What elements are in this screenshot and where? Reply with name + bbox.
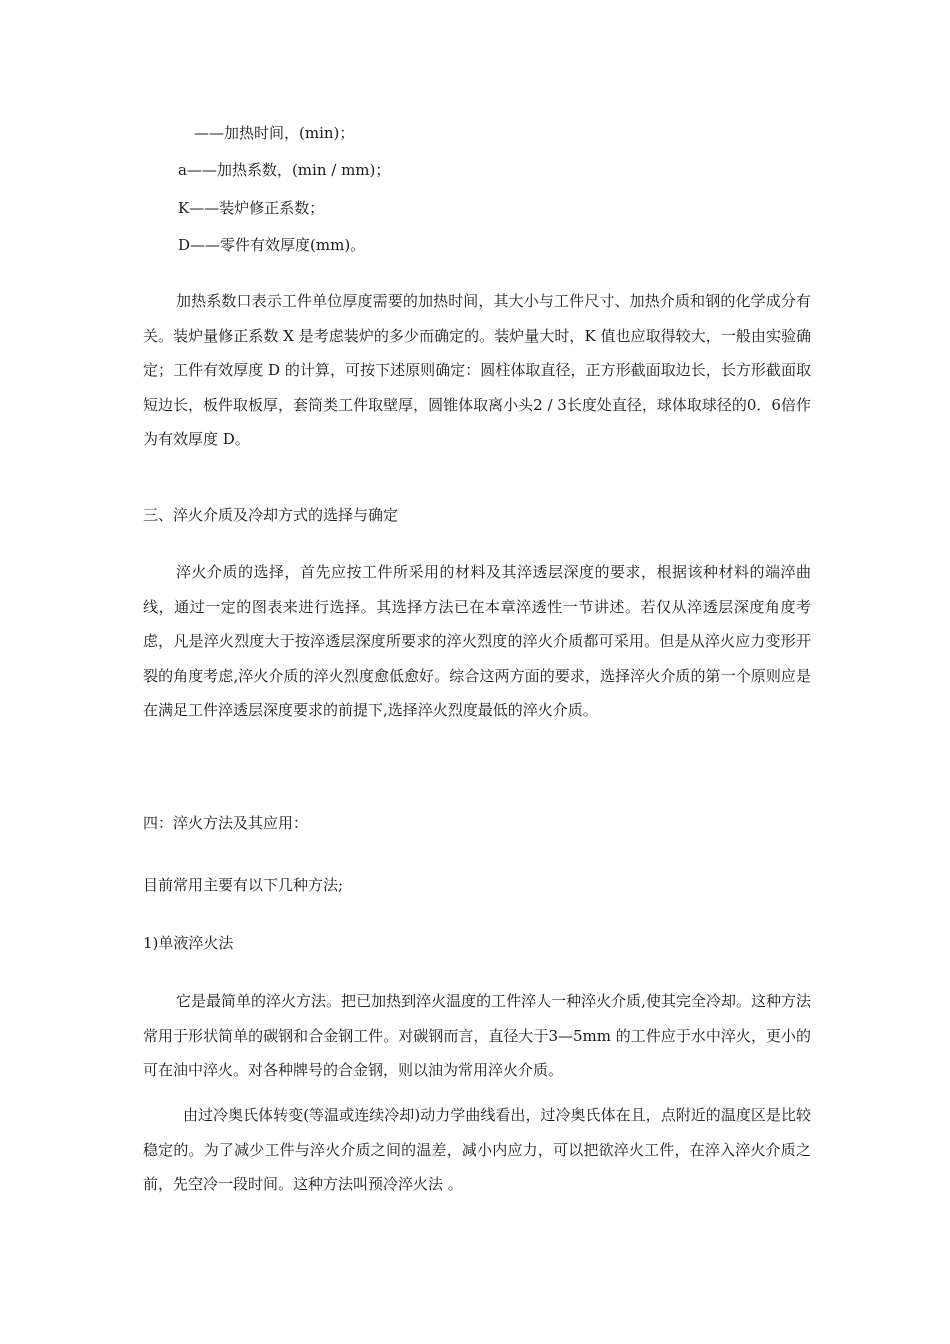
section-four-heading: 四：淬火方法及其应用： <box>143 814 309 832</box>
paragraph-heating-coefficient: 加热系数口表示工件单位厚度需要的加热时间，其大小与工件尺寸、加热介质和钢的化学成分有关。装炉量修正系数 X 是考虑装炉的多少而确定的。装炉量大时，K 值也应取得较大，一般由实验确定；工件有效厚度 D 的计算，可按下述原则确定：圆柱体取直径，正方形截面取边长，长方形截面取短边长，板件取板厚，套筒类工件取壁厚，圆锥体取离小头2 / 3长度处直径，球体取球径的0．6倍作为有效厚度 D。 <box>143 292 811 448</box>
paragraph-single-liquid: 它是最简单的淬火方法。把已加热到淬火温度的工件淬人一种淬火介质,使其完全冷却。这种方法常用于形状简单的碳钢和合金钢工件。对碳钢而言，直径大于3—5mm 的工件应于水中淬火，更小的可在油中淬火。对各种牌号的合金钢，则以油为常用淬火介质。 <box>143 992 811 1079</box>
section-three-heading: 三、淬火介质及冷却方式的选择与确定 <box>143 506 399 524</box>
definition-heating-coefficient: a——加热系数，(min / mm)； <box>178 161 391 179</box>
paragraph-quench-medium: 淬火介质的选择，首先应按工件所采用的材料及其淬透层深度的要求，根据该种材料的端淬曲线，通过一定的图表来进行选择。其选择方法已在本章淬透性一节讲述。若仅从淬透层深度角度考虑，凡是淬火烈度大于按淬透层深度所要求的淬火烈度的淬火介质都可采用。但是从淬火应力变形开裂的角度考虑,淬火介质的淬火烈度愈低愈好。综合这两方面的要求，选择淬火介质的第一个原则应是在满足工件淬透层深度要求的前提下,选择淬火烈度最低的淬火介质。 <box>143 563 811 719</box>
method-one-heading: 1)单液淬火法 <box>143 934 234 952</box>
definition-furnace-correction: K——装炉修正系数； <box>178 199 325 217</box>
paragraph-precooling: 由过冷奥氏体转变(等温或连续冷却)动力学曲线看出，过冷奥氏体在且，点附近的温度区是比较稳定的。为了减少工件与淬火介质之间的温差，减小内应力，可以把欲淬火工件，在淬入淬火介质之前，先空冷一段时间。这种方法叫预冷淬火法 。 <box>143 1106 811 1193</box>
methods-intro: 目前常用主要有以下几种方法; <box>143 876 344 894</box>
definition-heating-time: ——加热时间，(min)； <box>194 124 355 142</box>
definition-effective-thickness: D——零件有效厚度(mm)。 <box>178 236 366 254</box>
